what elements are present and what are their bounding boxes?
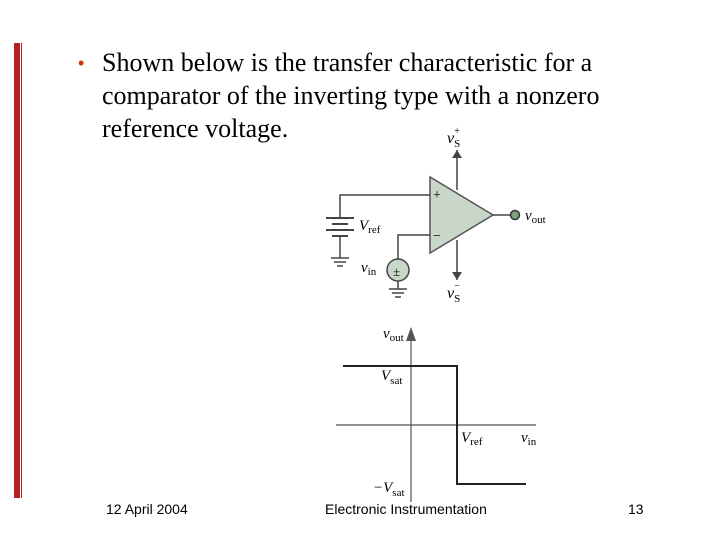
vsat-label-main: V — [381, 368, 391, 384]
vs-plus-main: v — [447, 130, 455, 147]
supply-positive-arrow — [452, 150, 462, 158]
output-terminal — [511, 211, 520, 220]
threshold-label-main: V — [461, 430, 471, 446]
y-axis-label-main: v — [383, 326, 390, 342]
vsat-label — [381, 368, 402, 387]
opamp-plus-sign: + — [433, 188, 441, 203]
vs-minus-label — [447, 281, 460, 305]
vout-sub: out — [531, 214, 546, 226]
inverting-wire — [398, 235, 430, 259]
page-number: 13 — [628, 501, 644, 517]
neg-vsat-label — [373, 480, 405, 499]
supply-negative-arrow — [452, 272, 462, 280]
neg-vsat-label-main: −V — [373, 480, 393, 496]
threshold-label-sub: ref — [470, 436, 483, 448]
vin-main: v — [361, 260, 368, 276]
opamp-minus-sign: − — [433, 229, 441, 244]
threshold-label — [461, 430, 483, 448]
footer-date: 12 April 2004 — [106, 501, 188, 517]
source-polarity-symbol: ± — [393, 264, 401, 279]
x-axis-label-main: v — [521, 430, 528, 446]
vin-label — [361, 260, 377, 278]
bullet-text: Shown below is the transfer characteristic for a comparator of the inverting type with a nonzero reference voltage. — [102, 48, 600, 143]
x-axis-label — [521, 430, 537, 448]
comparator-circuit — [326, 150, 520, 297]
vout-label — [525, 208, 546, 226]
vs-minus-sub: S — [454, 293, 461, 305]
y-axis-label — [383, 326, 404, 344]
vsat-label-sub: sat — [390, 375, 403, 387]
vs-plus-sup: + — [454, 126, 460, 137]
vref-main: V — [359, 218, 369, 234]
vref-sub: ref — [368, 224, 381, 236]
noninverting-wire — [340, 195, 430, 217]
y-axis-label-sub: out — [389, 332, 404, 344]
vref-label — [359, 218, 381, 236]
bullet-dot: • — [78, 53, 85, 73]
vout-main: v — [525, 208, 532, 224]
vs-minus-sup: − — [454, 281, 460, 292]
vin-sub: in — [367, 266, 377, 278]
transfer-chart — [336, 326, 537, 502]
footer-title: Electronic Instrumentation — [325, 501, 487, 517]
vs-minus-main: v — [447, 285, 455, 302]
y-axis-arrow — [406, 327, 416, 341]
vs-plus-label — [447, 126, 460, 150]
neg-vsat-label-sub: sat — [392, 487, 405, 499]
vs-plus-sub: S — [454, 138, 461, 150]
x-axis-label-sub: in — [527, 436, 537, 448]
